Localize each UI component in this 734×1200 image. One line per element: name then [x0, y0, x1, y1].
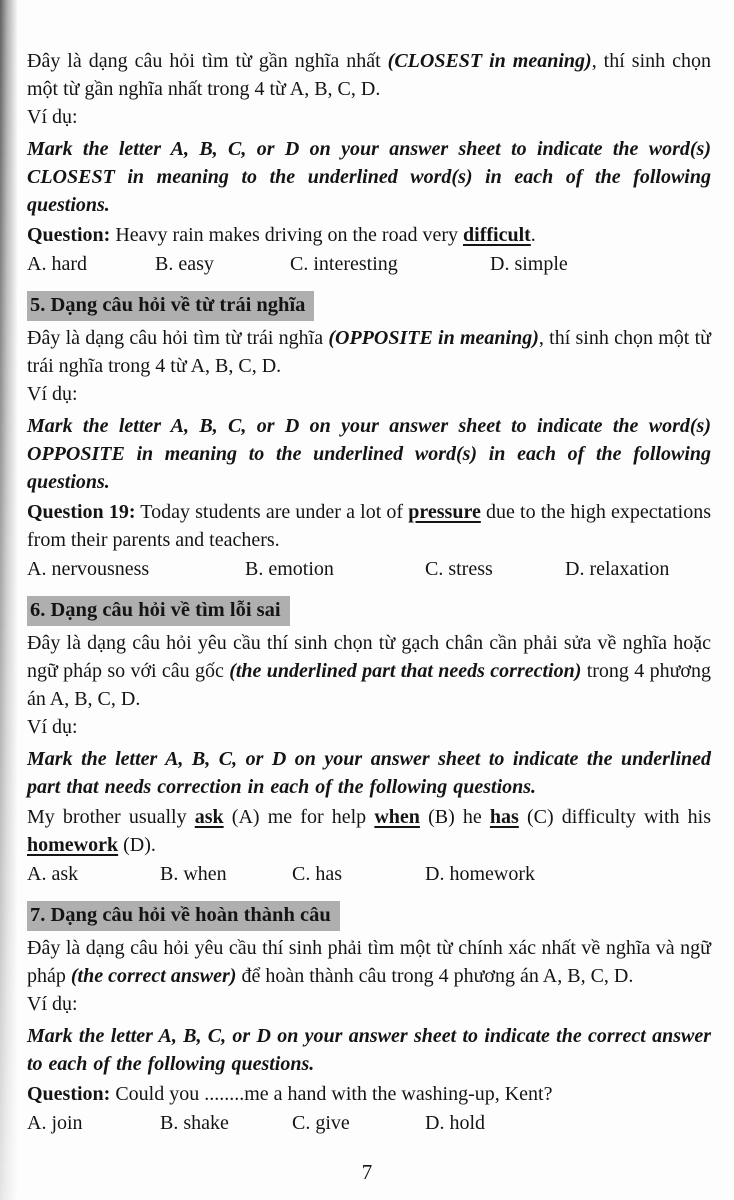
text-segment: Đây là dạng câu hỏi tìm từ gần nghĩa nhất: [27, 50, 388, 72]
text-segment: , thí sinh chọn một từ gần nghĩa nhất trong 4 từ A, B, C, D.: [27, 50, 711, 100]
underlined-word: difficult: [463, 224, 531, 246]
question-label: Question:: [27, 224, 111, 246]
option-d: D. simple: [490, 253, 568, 275]
instruction-paragraph: Mark the letter A, B, C, or D on your answer sheet to indicate the word(s) CLOSEST in meaning to the underlined word(s) in each of the following questions.: [27, 138, 711, 216]
section-sentence-completion: [27, 901, 711, 1137]
option-a: A. nervousness: [27, 558, 150, 580]
emphasis-segment: (CLOSEST in meaning): [387, 50, 592, 72]
emphasis-segment: (the underlined part that needs correction): [229, 660, 582, 682]
underlined-word: ask: [194, 806, 224, 828]
section-error-identification: [27, 596, 711, 888]
example-label: Ví dụ:: [27, 716, 78, 738]
option-c: C. give: [292, 1112, 350, 1134]
intro-paragraph: [27, 934, 711, 990]
heading-row: [27, 596, 711, 626]
option-d: D. homework: [425, 863, 535, 885]
question-line: [27, 498, 711, 554]
instruction-paragraph: Mark the letter A, B, C, or D on your answer sheet to indicate the correct answer to each of the following questions.: [27, 1025, 711, 1075]
intro-paragraph: [27, 629, 711, 713]
options-row: [27, 860, 711, 888]
option-d: D. hold: [425, 1112, 485, 1134]
underlined-word: homework: [27, 834, 119, 856]
text-segment: Today students are under a lot of: [135, 501, 409, 523]
options-row: [27, 1109, 711, 1137]
text-segment: , thí sinh chọn một từ trái nghĩa trong 4 từ A, B, C, D.: [27, 327, 711, 377]
intro-paragraph: [27, 324, 711, 380]
text-segment: (C) difficulty with his: [518, 806, 712, 828]
text-segment: (D).: [118, 834, 156, 856]
heading-row: [27, 901, 711, 931]
option-b: B. when: [160, 863, 227, 885]
option-b: B. emotion: [245, 558, 334, 580]
option-b: B. easy: [155, 253, 214, 275]
text-segment: Could you ........me a hand with the washing-up, Kent?: [110, 1083, 553, 1105]
question-line: [27, 1080, 711, 1108]
text-segment: Đây là dạng câu hỏi yêu cầu thí sinh chọn từ gạch chân cần phải sửa về nghĩa hoặc ngữ pháp so với câu gốc: [27, 632, 711, 682]
option-c: C. has: [292, 863, 342, 885]
section-heading: 6. Dạng câu hỏi về tìm lỗi sai: [27, 596, 290, 626]
section-opposite-in-meaning: [27, 291, 711, 583]
option-c: C. interesting: [290, 253, 398, 275]
instruction-paragraph: Mark the letter A, B, C, or D on your answer sheet to indicate the word(s) OPPOSITE in meaning to the underlined word(s) in each of the following questions.: [27, 415, 711, 493]
text-segment: Đây là dạng câu hỏi yêu cầu thí sinh phải tìm một từ chính xác nhất về nghĩa và ngữ pháp: [27, 937, 711, 987]
option-c: C. stress: [425, 558, 493, 580]
text-segment: (B) he: [419, 806, 490, 828]
underlined-word: when: [374, 806, 420, 828]
option-b: B. shake: [160, 1112, 229, 1134]
options-row: [27, 555, 711, 583]
question-label: Question:: [27, 1083, 111, 1105]
heading-row: [27, 291, 711, 321]
page-content: [27, 47, 711, 1137]
example-label: Ví dụ:: [27, 106, 78, 128]
example-label: Ví dụ:: [27, 383, 78, 405]
emphasis-segment: (the correct answer): [70, 965, 237, 987]
text-segment: due to the high expectations from their parents and teachers.: [27, 501, 711, 551]
text-segment: để hoàn thành câu trong 4 phương án A, B, C, D.: [236, 965, 634, 987]
page-binding-shadow: [0, 0, 20, 1200]
underlined-word: pressure: [408, 501, 481, 523]
text-segment: .: [530, 224, 536, 246]
option-d: D. relaxation: [565, 558, 670, 580]
option-a: A. join: [27, 1112, 83, 1134]
section-closest-in-meaning: [27, 47, 711, 278]
instruction-paragraph: Mark the letter A, B, C, or D on your answer sheet to indicate the underlined part that needs correction in each of the following questions.: [27, 748, 711, 798]
error-example-line: [27, 803, 711, 859]
text-segment: Đây là dạng câu hỏi tìm từ trái nghĩa: [27, 327, 329, 349]
options-row: [27, 250, 711, 278]
question-line: [27, 221, 711, 249]
underlined-word: has: [489, 806, 519, 828]
option-a: A. hard: [27, 253, 87, 275]
text-segment: Heavy rain makes driving on the road very: [110, 224, 464, 246]
text-segment: trong 4 phương án A, B, C, D.: [27, 660, 711, 710]
page-number: 7: [361, 1160, 373, 1184]
emphasis-segment: (OPPOSITE in meaning): [328, 327, 539, 349]
section-heading: 5. Dạng câu hỏi về từ trái nghĩa: [27, 291, 314, 321]
example-label: Ví dụ:: [27, 993, 78, 1015]
text-segment: (A) me for help: [223, 806, 375, 828]
intro-paragraph: [27, 47, 711, 103]
section-heading: 7. Dạng câu hỏi về hoàn thành câu: [27, 901, 340, 931]
text-segment: My brother usually: [27, 806, 195, 828]
option-a: A. ask: [27, 863, 79, 885]
question-label: Question 19:: [27, 501, 136, 523]
